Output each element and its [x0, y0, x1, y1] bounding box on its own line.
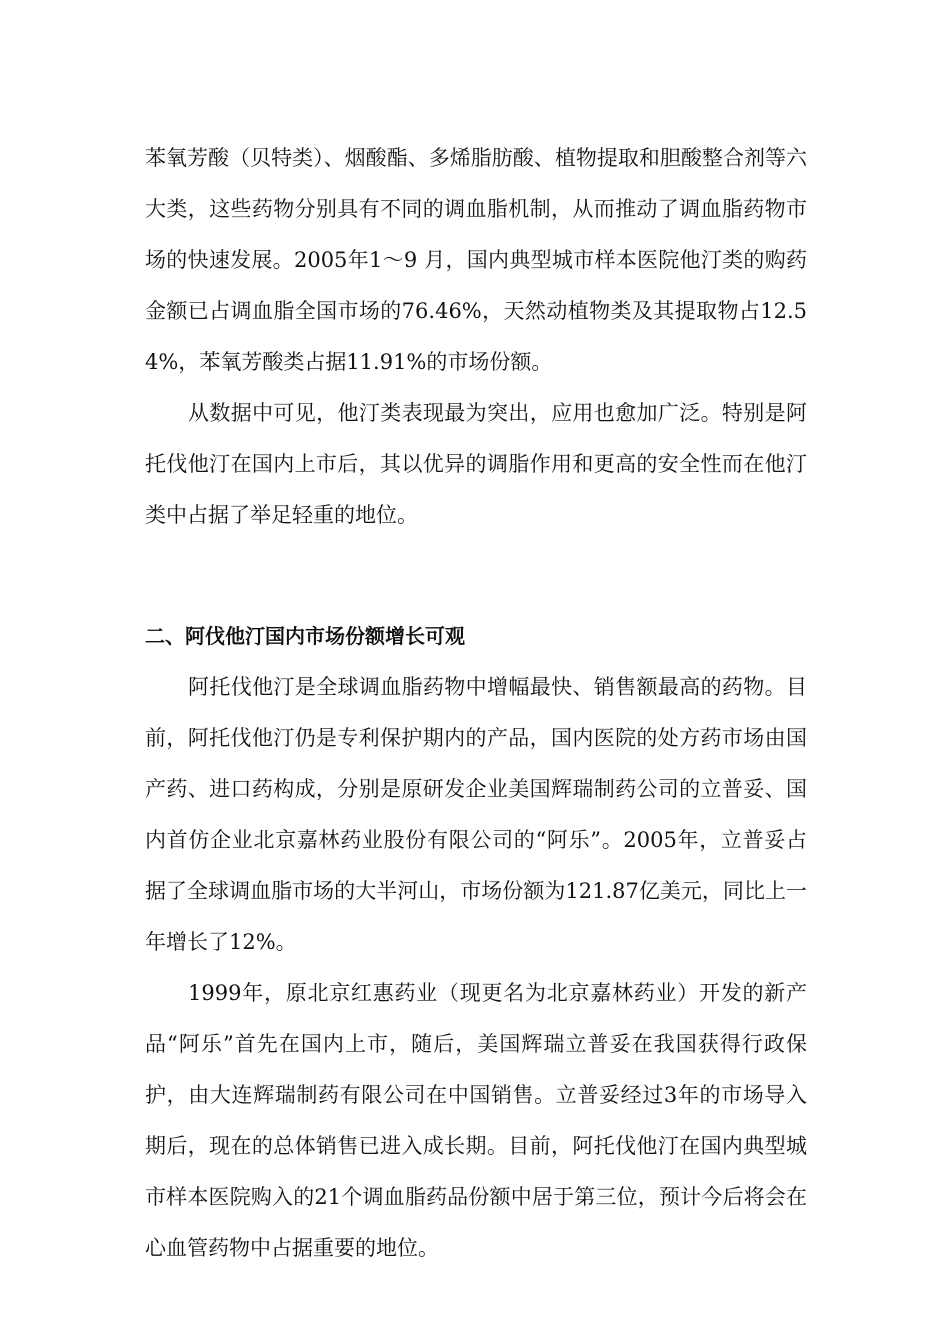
paragraph-ale-history: 1999年，原北京红惠药业（现更名为北京嘉林药业）开发的新产品“阿乐”首先在国内上市，随后，美国辉瑞立普妥在我国获得行政保护，由大连辉瑞制药有限公司在中国销售。立普妥经过3年的市场导入期后，现在的总体销售已进入成长期。目前，阿托伐他汀在国内典型城市样本医院购入的21个调血脂药品份额中居于第三位，预计今后将会在心血管药物中占据重要的地位。	[145, 981, 807, 1260]
document-body	[145, 133, 807, 1274]
paragraph-drug-classes: 苯氧芳酸（贝特类）、烟酸酯、多烯脂肪酸、植物提取和胆酸整合剂等六大类，这些药物分别具有不同的调血脂机制，从而推动了调血脂药物市场的快速发展。2005年1～9 月，国内典型城市样本医院他汀类的购药金额已占调血脂全国市场的76.46%，天然动植物类及其提取物占12.54%，苯氧芳酸类占据11.91%的市场份额。	[145, 146, 807, 374]
paragraph-statin-prominence: 从数据中可见，他汀类表现最为突出，应用也愈加广泛。特别是阿托伐他汀在国内上市后，其以优异的调脂作用和更高的安全性而在他汀类中占据了举足轻重的地位。	[145, 401, 807, 527]
paragraph-atorvastatin-market: 阿托伐他汀是全球调血脂药物中增幅最快、销售额最高的药物。目前，阿托伐他汀仍是专利保护期内的产品，国内医院的处方药市场由国产药、进口药构成，分别是原研发企业美国辉瑞制药公司的立普妥、国内首仿企业北京嘉林药业股份有限公司的“阿乐”。2005年，立普妥占据了全球调血脂市场的大半河山，市场份额为121.87亿美元，同比上一年增长了12%。	[145, 675, 807, 954]
section-spacer	[145, 541, 807, 611]
section-heading: 二、阿伐他汀国内市场份额增长可观	[145, 624, 465, 648]
